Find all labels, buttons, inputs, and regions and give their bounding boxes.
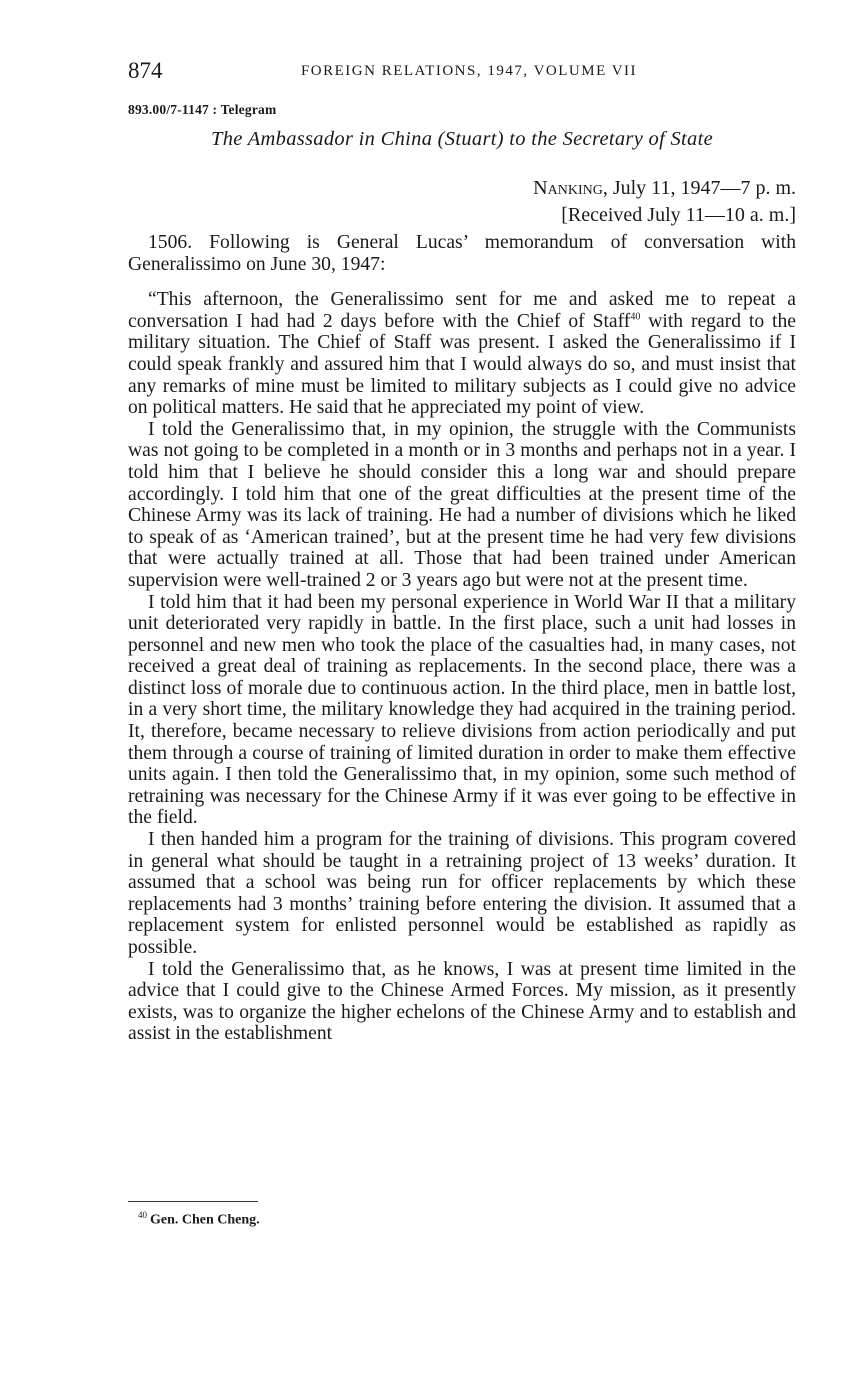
paragraph-intro: 1506. Following is General Lucas’ memorandum of conversation with Generalissimo on June 30, 1947: [128, 232, 796, 275]
document-title: The Ambassador in China (Stuart) to the Secretary of State [211, 128, 713, 150]
footnote-number: 40 [138, 1210, 147, 1220]
footnote-reference: 40 [630, 311, 641, 323]
dateline-received: [Received July 11—10 a. m.] [561, 204, 796, 226]
file-reference: 893.00/7-1147 : Telegram [128, 102, 277, 117]
dateline-date: July 11, 1947—7 p. m. [612, 177, 796, 199]
dateline-sent [533, 175, 796, 202]
footnote [138, 1210, 260, 1229]
paragraph-memo-3: I told him that it had been my personal experience in World War II that a military unit deteriorated very rapidly in battle. In the first place, such a unit had losses in personnel and new men who took the place of the casualties had, in many cases, not received a great deal of training as replacements. In the second place, there was a distinct loss of morale due to continuous action. In the third place, men in battle lost, in a very short time, the military knowledge they had acquired in the training period. It, therefore, became necessary to relieve divisions from action periodically and put them through a course of training of limited duration in order to make them effective units again. I then told the Generalissimo that, in my opinion, some such method of retraining was necessary for the Chinese Army if it was ever going to be effective in the field. [128, 591, 796, 829]
page-number: 874 [128, 58, 163, 83]
telegram-body [128, 232, 796, 1045]
page-header [128, 58, 796, 88]
dateline-place: Nanking, [533, 177, 608, 199]
paragraph-memo-2: I told the Generalissimo that, in my opinion, the struggle with the Communists was not going to be completed in a month or in 3 months and perhaps not in a year. I told him that I believe he should consider this a long war and should prepare accordingly. I told him that one of the great difficulties at the present time of the Chinese Army was its lack of training. He had a number of divisions which he liked to speak of as ‘American trained’, but at the present time he had very few divisions that were actually trained at all. Those that had been trained under American supervision were well-trained 2 or 3 years ago but were not at the present time. [128, 418, 796, 591]
running-title: FOREIGN RELATIONS, 1947, VOLUME VII [300, 63, 638, 79]
paragraph-memo-1-rest: with regard to the military situation. The Chief of Staff was present. I asked the Generalissimo if I could speak frankly and assured him that I would always do so, and must insist that any remarks of mine must be limited to military subjects as I could give no advice on political matters. He said that he appreciated my point of view. [128, 310, 796, 419]
paragraph-memo-1 [128, 289, 796, 419]
footnote-rule [128, 1201, 258, 1202]
paragraph-memo-1-start: “This afternoon, the Generalissimo sent for me and asked me to repeat a conversation I had had 2 days before with the Chief of Staff [128, 289, 796, 332]
footnote-text: Gen. Chen Cheng. [150, 1212, 260, 1228]
paragraph-memo-5: I told the Generalissimo that, as he knows, I was at present time limited in the advice that I could give to the Chinese Armed Forces. My mission, as it presently exists, was to organize the higher echelons of the Chinese Army and to establish and assist in the establishment [128, 958, 796, 1045]
paragraph-memo-4: I then handed him a program for the training of divisions. This program covered in general what should be taught in a retraining project of 13 weeks’ duration. It assumed that a school was being run for officer replacements by which these replacements had 3 months’ training before entering the division. It assumed that a replacement system for enlisted personnel would be established as rapidly as possible. [128, 829, 796, 958]
dateline [533, 175, 796, 229]
